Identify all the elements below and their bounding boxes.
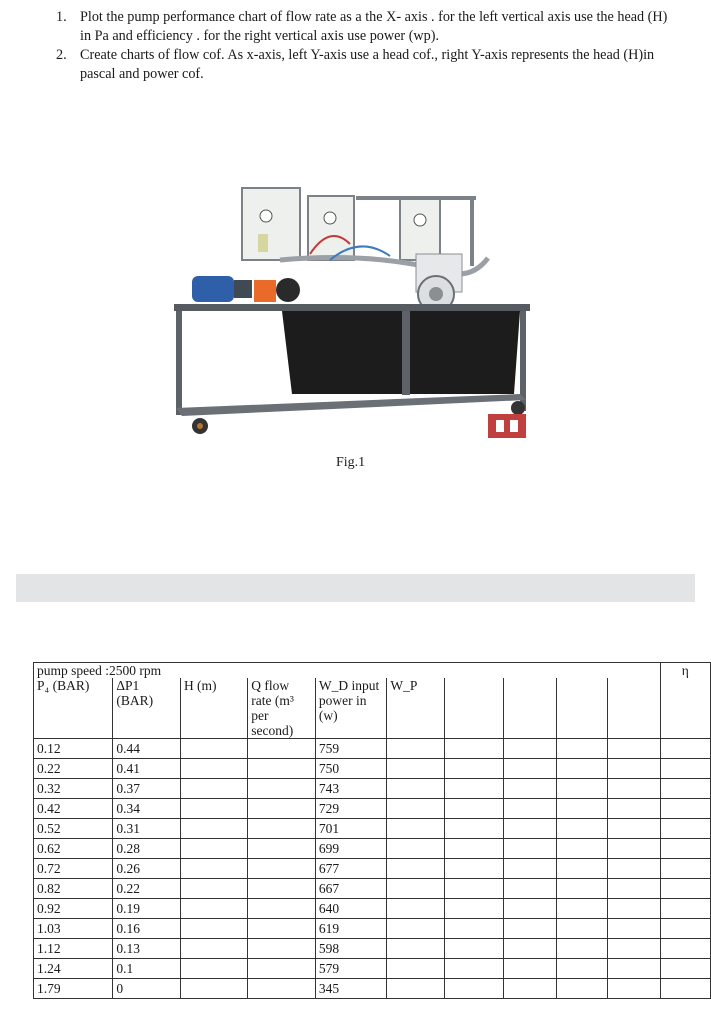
table-cell: 0.37 xyxy=(113,779,181,799)
col-header: W_P xyxy=(387,678,445,739)
empty-cell xyxy=(660,799,710,819)
empty-cell xyxy=(660,939,710,959)
empty-cell xyxy=(557,979,608,999)
table-cell: 640 xyxy=(315,899,386,919)
empty-cell xyxy=(503,879,556,899)
empty-cell xyxy=(248,839,316,859)
empty-cell xyxy=(444,939,503,959)
empty-cell xyxy=(248,959,316,979)
empty-cell xyxy=(608,939,660,959)
empty-cell xyxy=(557,899,608,919)
empty-cell xyxy=(608,959,660,979)
table-cell: 0.72 xyxy=(34,859,113,879)
empty-cell xyxy=(387,979,445,999)
table-row xyxy=(34,839,711,859)
empty-cell xyxy=(248,759,316,779)
table-cell: 0.16 xyxy=(113,919,181,939)
instruction-number: 1. xyxy=(56,9,67,25)
empty-cell xyxy=(557,799,608,819)
empty-cell xyxy=(660,759,710,779)
table-body xyxy=(34,739,711,999)
pump-data-table xyxy=(33,662,711,999)
table-cell: 0.19 xyxy=(113,899,181,919)
empty-cell xyxy=(608,919,660,939)
empty-cell xyxy=(503,739,556,759)
empty-cell xyxy=(444,759,503,779)
col-header xyxy=(557,678,608,739)
empty-cell xyxy=(387,859,445,879)
empty-cell xyxy=(387,899,445,919)
empty-cell xyxy=(387,759,445,779)
empty-cell xyxy=(180,759,247,779)
table-cell: 345 xyxy=(315,979,386,999)
empty-cell xyxy=(557,879,608,899)
table-cell: 743 xyxy=(315,779,386,799)
table-cell: 0.34 xyxy=(113,799,181,819)
empty-cell xyxy=(557,759,608,779)
col-header: ΔP1 (BAR) xyxy=(113,678,181,739)
empty-cell xyxy=(557,919,608,939)
empty-cell xyxy=(444,859,503,879)
empty-cell xyxy=(660,979,710,999)
empty-cell xyxy=(387,799,445,819)
empty-cell xyxy=(503,939,556,959)
col-header: P₄ (BAR) xyxy=(34,678,113,739)
empty-cell xyxy=(608,779,660,799)
table-cell: 0.32 xyxy=(34,779,113,799)
empty-cell xyxy=(444,779,503,799)
empty-cell xyxy=(387,919,445,939)
empty-cell xyxy=(444,799,503,819)
empty-cell xyxy=(660,839,710,859)
table-cell: 0.28 xyxy=(113,839,181,859)
empty-cell xyxy=(503,799,556,819)
empty-cell xyxy=(444,879,503,899)
empty-cell xyxy=(608,839,660,859)
section-divider xyxy=(16,574,695,602)
table-cell: 0.22 xyxy=(113,879,181,899)
empty-cell xyxy=(608,739,660,759)
header-row xyxy=(34,678,711,739)
table-cell: 0.41 xyxy=(113,759,181,779)
table-cell: 699 xyxy=(315,839,386,859)
table-cell: 0.13 xyxy=(113,939,181,959)
col-header: Q flow rate (m³ per second) xyxy=(248,678,316,739)
empty-cell xyxy=(608,819,660,839)
empty-cell xyxy=(248,919,316,939)
instruction-text: Plot the pump performance chart of flow rate as a the X- axis . for the left vertical axis use the head (H) in Pa and efficiency . for the right vertical axis use power (wp). xyxy=(80,9,668,44)
empty-cell xyxy=(387,959,445,979)
table-cell: 1.79 xyxy=(34,979,113,999)
pump-test-rig-photo xyxy=(170,182,536,444)
empty-cell xyxy=(180,959,247,979)
empty-cell xyxy=(248,779,316,799)
empty-cell xyxy=(660,899,710,919)
table-cell: 0 xyxy=(113,979,181,999)
empty-cell xyxy=(444,839,503,859)
empty-cell xyxy=(557,739,608,759)
empty-cell xyxy=(660,859,710,879)
table-cell: 677 xyxy=(315,859,386,879)
table-row xyxy=(34,859,711,879)
empty-cell xyxy=(660,879,710,899)
empty-cell xyxy=(248,879,316,899)
empty-cell xyxy=(503,759,556,779)
empty-cell xyxy=(180,879,247,899)
table-cell: 0.92 xyxy=(34,899,113,919)
empty-cell xyxy=(444,979,503,999)
table-cell: 0.31 xyxy=(113,819,181,839)
table-cell: 1.24 xyxy=(34,959,113,979)
empty-cell xyxy=(608,879,660,899)
table-cell: 0.52 xyxy=(34,819,113,839)
col-header xyxy=(608,678,660,739)
empty-cell xyxy=(180,919,247,939)
empty-cell xyxy=(660,819,710,839)
empty-cell xyxy=(180,739,247,759)
table-cell: 579 xyxy=(315,959,386,979)
table-row xyxy=(34,959,711,979)
empty-cell xyxy=(248,739,316,759)
table-row xyxy=(34,919,711,939)
instruction-text: Create charts of flow cof. As x-axis, left Y-axis use a head cof., right Y-axis represents the head (H)in pascal and power cof. xyxy=(80,47,655,82)
table-cell: 1.03 xyxy=(34,919,113,939)
table-row xyxy=(34,899,711,919)
table-row xyxy=(34,799,711,819)
empty-cell xyxy=(608,859,660,879)
table-cell: 701 xyxy=(315,819,386,839)
empty-cell xyxy=(608,979,660,999)
empty-cell xyxy=(248,899,316,919)
table-row xyxy=(34,759,711,779)
table-row xyxy=(34,739,711,759)
empty-cell xyxy=(180,939,247,959)
table-cell: 729 xyxy=(315,799,386,819)
empty-cell xyxy=(248,979,316,999)
empty-cell xyxy=(387,819,445,839)
table-row xyxy=(34,979,711,999)
empty-cell xyxy=(180,819,247,839)
efficiency-label: η xyxy=(660,663,710,679)
empty-cell xyxy=(608,759,660,779)
table-cell: 0.1 xyxy=(113,959,181,979)
empty-cell xyxy=(387,939,445,959)
table-cell: 0.82 xyxy=(34,879,113,899)
empty-cell xyxy=(503,919,556,939)
empty-cell xyxy=(248,819,316,839)
table-cell: 0.26 xyxy=(113,859,181,879)
table-row xyxy=(34,939,711,959)
empty-cell xyxy=(503,959,556,979)
col-header xyxy=(660,678,710,739)
empty-cell xyxy=(180,859,247,879)
empty-cell xyxy=(557,819,608,839)
table-row xyxy=(34,819,711,839)
empty-cell xyxy=(503,859,556,879)
empty-cell xyxy=(557,839,608,859)
empty-cell xyxy=(444,739,503,759)
empty-cell xyxy=(608,899,660,919)
empty-cell xyxy=(660,739,710,759)
table-cell: 667 xyxy=(315,879,386,899)
empty-cell xyxy=(660,919,710,939)
empty-cell xyxy=(387,779,445,799)
empty-cell xyxy=(387,839,445,859)
table-cell: 0.42 xyxy=(34,799,113,819)
col-header xyxy=(503,678,556,739)
empty-cell xyxy=(503,779,556,799)
empty-cell xyxy=(180,899,247,919)
pump-speed-label: pump speed :2500 rpm xyxy=(34,663,661,679)
empty-cell xyxy=(444,919,503,939)
empty-cell xyxy=(248,939,316,959)
empty-cell xyxy=(444,819,503,839)
empty-cell xyxy=(180,799,247,819)
instructions-list xyxy=(56,8,676,84)
empty-cell xyxy=(444,959,503,979)
table-cell: 619 xyxy=(315,919,386,939)
instruction-item xyxy=(56,8,676,46)
empty-cell xyxy=(660,959,710,979)
empty-cell xyxy=(248,859,316,879)
empty-cell xyxy=(387,739,445,759)
table-cell: 750 xyxy=(315,759,386,779)
instruction-item xyxy=(56,46,676,84)
empty-cell xyxy=(557,859,608,879)
empty-cell xyxy=(557,779,608,799)
empty-cell xyxy=(557,959,608,979)
table-cell: 759 xyxy=(315,739,386,759)
col-header: W_D input power in (w) xyxy=(315,678,386,739)
col-header xyxy=(444,678,503,739)
instruction-number: 2. xyxy=(56,47,67,63)
table-cell: 0.22 xyxy=(34,759,113,779)
empty-cell xyxy=(180,979,247,999)
speed-row xyxy=(34,663,711,679)
empty-cell xyxy=(248,799,316,819)
table-cell: 598 xyxy=(315,939,386,959)
empty-cell xyxy=(180,839,247,859)
empty-cell xyxy=(444,899,503,919)
empty-cell xyxy=(503,899,556,919)
empty-cell xyxy=(503,839,556,859)
empty-cell xyxy=(660,779,710,799)
table-cell: 0.44 xyxy=(113,739,181,759)
figure-caption: Fig.1 xyxy=(336,455,366,470)
empty-cell xyxy=(503,819,556,839)
table-cell: 0.62 xyxy=(34,839,113,859)
table-cell: 0.12 xyxy=(34,739,113,759)
empty-cell xyxy=(180,779,247,799)
empty-cell xyxy=(608,799,660,819)
empty-cell xyxy=(503,979,556,999)
empty-cell xyxy=(557,939,608,959)
table-row xyxy=(34,879,711,899)
empty-cell xyxy=(387,879,445,899)
table-cell: 1.12 xyxy=(34,939,113,959)
col-header: H (m) xyxy=(180,678,247,739)
table-row xyxy=(34,779,711,799)
